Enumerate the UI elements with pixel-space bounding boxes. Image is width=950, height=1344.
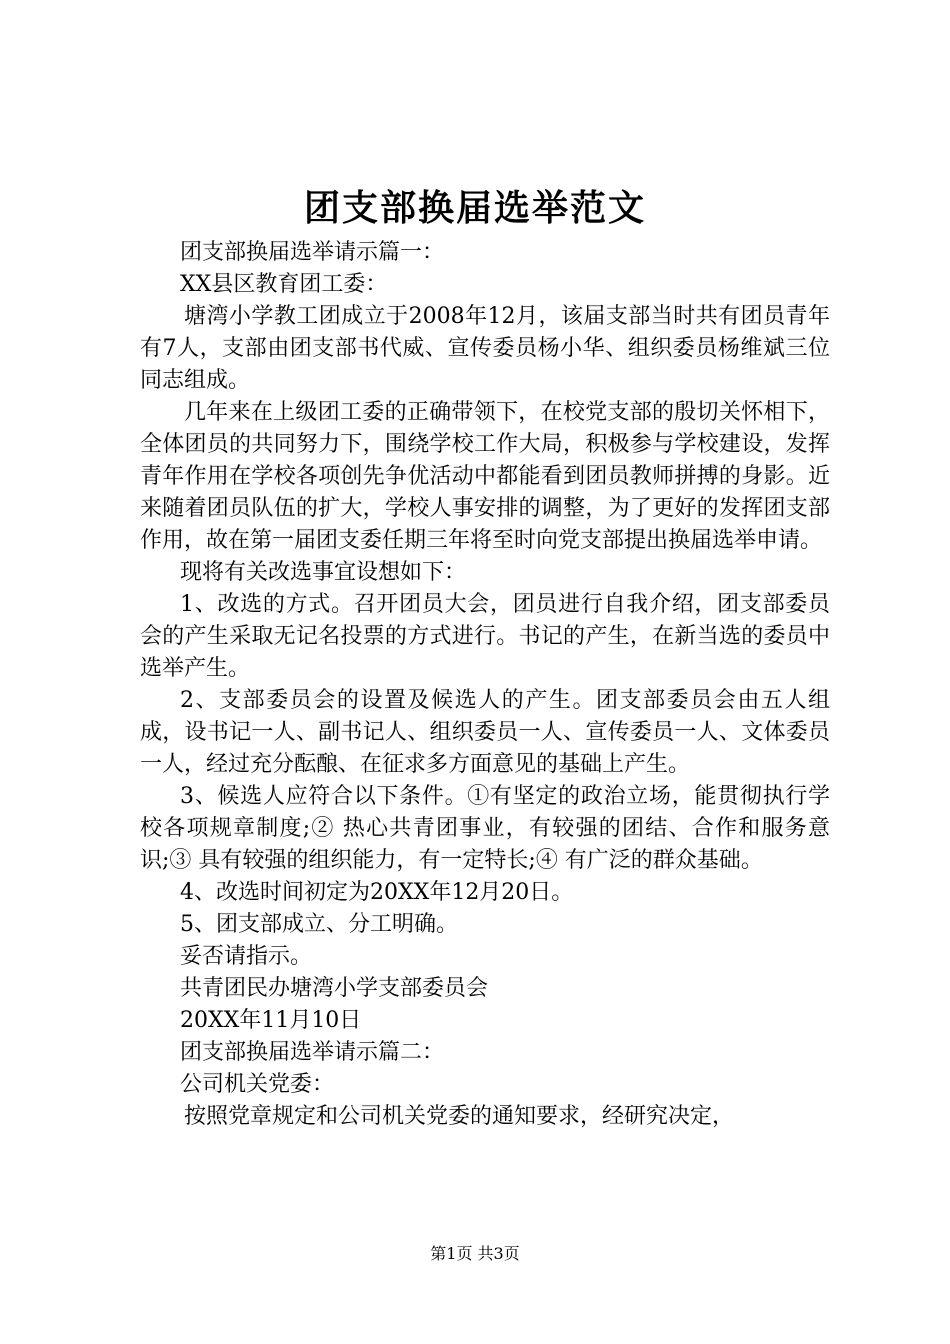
paragraph-reason: 几年来在上级团工委的正确带领下，在校党支部的殷切关怀相下，全体团员的共同努力下，围绕学校工作大局，积极参与学校建设，发挥青年作用在学校各项创先争优活动中都能看到团员教师拼搏的身影。近来随着团员队伍的扩大，学校人事安排的调整，为了更好的发挥团支部作用，故在第一届团支委任期三年将至时向党支部提出换届选举申请。 <box>140 400 830 553</box>
paragraph-signature: 共青团民办塘湾小学支部委员会 <box>180 976 489 1001</box>
paragraph-item-3: 3、候选人应符合以下条件。①有坚定的政治立场，能贯彻执行学校各项规章制度;② 热心共青团事业，有较强的团结、合作和服务意识;③ 具有较强的组织能力，有一定特长;④ 有广泛的群众基础。 <box>140 784 830 873</box>
paragraph-addressee-2: 公司机关党委： <box>180 1072 335 1097</box>
document-body <box>140 237 830 1133</box>
page-title: 团支部换届选举范文 <box>303 187 646 229</box>
paragraph-item-4: 4、改选时间初定为20XX年12月20日。 <box>180 880 574 905</box>
paragraph-plan-intro: 现将有关改选事宜设想如下： <box>180 560 467 585</box>
paragraph-addressee: XX县区教育团工委： <box>180 272 388 297</box>
paragraph-item-1: 1、改选的方式。召开团员大会，团员进行自我介绍，团支部委员会的产生采取无记名投票的方式进行。书记的产生，在新当选的委员中选举产生。 <box>140 592 830 681</box>
paragraph-item-5: 5、团支部成立、分工明确。 <box>180 912 458 937</box>
paragraph-item-2: 2、支部委员会的设置及候选人的产生。团支部委员会由五人组成，设书记一人、副书记人、组织委员一人、宣传委员一人、文体委员一人，经过充分酝酿、在征求多方面意见的基础上产生。 <box>140 688 830 777</box>
paragraph-background: 塘湾小学教工团成立于2008年12月，该届支部当时共有团员青年有7人，支部由团支部书代威、宣传委员杨小华、组织委员杨维斌三位同志组成。 <box>140 304 830 393</box>
page-footer: 第1页 共3页 <box>430 1244 520 1263</box>
paragraph-section-heading-2: 团支部换届选举请示篇二： <box>180 1040 445 1065</box>
paragraph-section-heading: 团支部换届选举请示篇一： <box>180 240 445 265</box>
paragraph-opening-2: 按照党章规定和公司机关党委的通知要求，经研究决定， <box>184 1104 735 1129</box>
paragraph-date: 20XX年11月10日 <box>180 1008 362 1033</box>
paragraph-request: 妥否请指示。 <box>180 944 313 969</box>
